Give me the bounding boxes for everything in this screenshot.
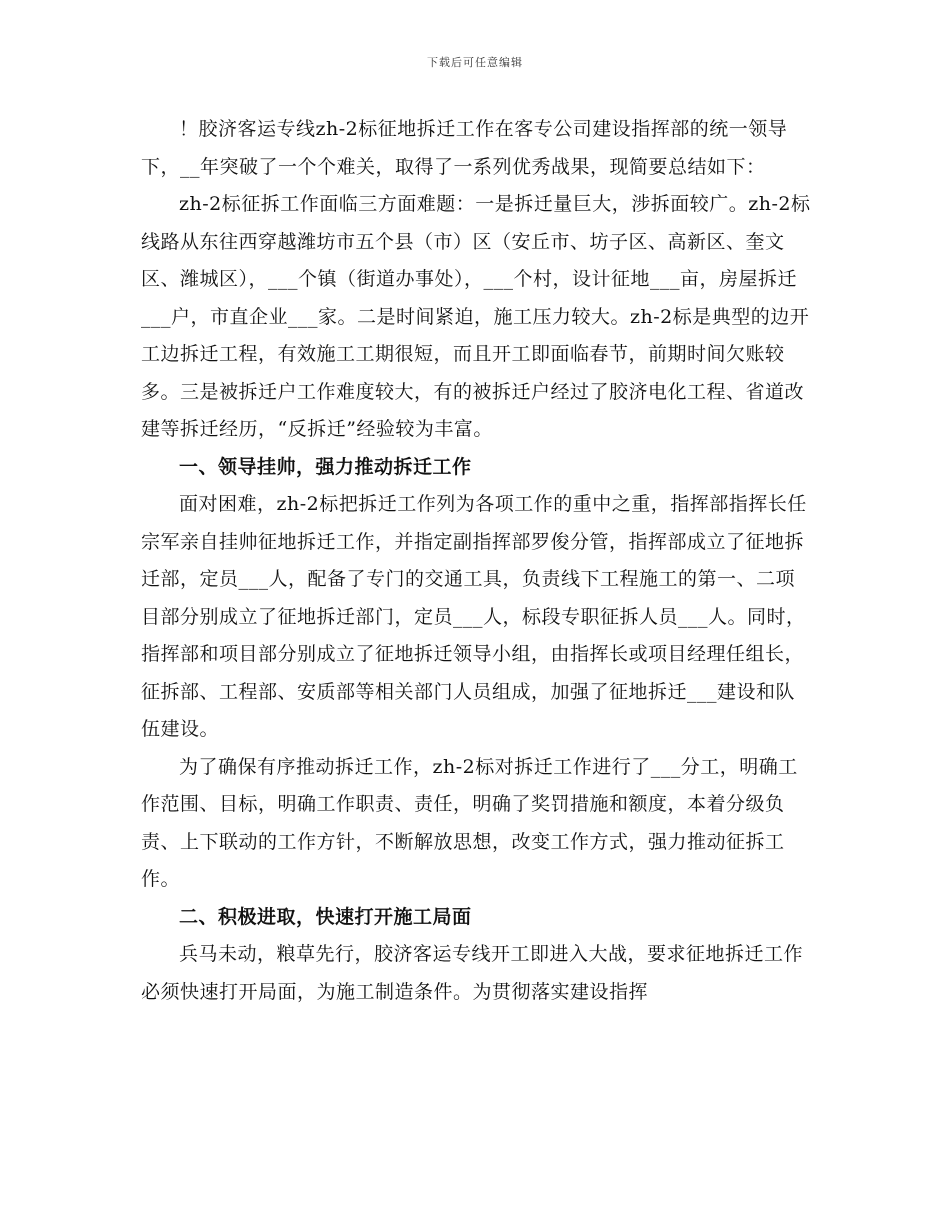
section-heading-2: 二、积极进取，快速打开施工局面 [179,905,472,928]
leadership-paragraph: 面对困难，zh-2标把拆迁工作列为各项工作的重中之重，指挥部指挥长任宗军亲自挂帅征地拆迁工作，并指定副指挥部罗俊分管，指挥部成立了征地拆迁部，定员___人，配备了专门的交通工具，负责线下工程施工的第一、二项目部分别成立了征地拆迁部门，定员___人，标段专职征拆人员___人。同时，指挥部和项目部分别成立了征地拆迁领导小组，由指挥长或项目经理任组长，征拆部、工程部、安质部等相关部门人员组成，加强了征地拆迁___建设和队伍建设。 [141,493,807,740]
page-header: 下载后可任意编辑 [427,56,523,69]
intro-paragraph: ！胶济客运专线zh-2标征地拆迁工作在客专公司建设指挥部的统一领导下，__年突破了一个个难关，取得了一系列优秀战果，现简要总结如下： [141,118,788,178]
progress-paragraph: 兵马未动，粮草先行，胶济客运专线开工即进入大战，要求征地拆迁工作必须快速打开局面，为施工制造条件。为贯彻落实建设指挥 [141,943,804,1003]
document-body [141,111,813,1011]
difficulties-paragraph: zh-2标征拆工作面临三方面难题：一是拆迁量巨大，涉拆面较广。zh-2标线路从东往西穿越潍坊市五个县（市）区（安丘市、坊子区、高新区、奎文区、潍城区），___个镇（街道办事处），___个村，设计征地___亩，房屋拆迁___户，市直企业___家。二是时间紧迫，施工压力较大。zh-2标是典型的边开工边拆迁工程，有效施工工期很短，而且开工即面临春节，前期时间欠账较多。三是被拆迁户工作难度较大，有的被拆迁户经过了胶济电化工程、省道改建等拆迁经历，“反拆迁”经验较为丰富。 [141,193,811,440]
section-heading-1: 一、领导挂帅，强力推动拆迁工作 [179,455,472,478]
division-paragraph: 为了确保有序推动拆迁工作，zh-2标对拆迁工作进行了___分工，明确工作范围、目标，明确工作职责、责任，明确了奖罚措施和额度，本着分级负责、上下联动的工作方针，不断解放思想，改变工作方式，强力推动征拆工作。 [141,755,798,890]
